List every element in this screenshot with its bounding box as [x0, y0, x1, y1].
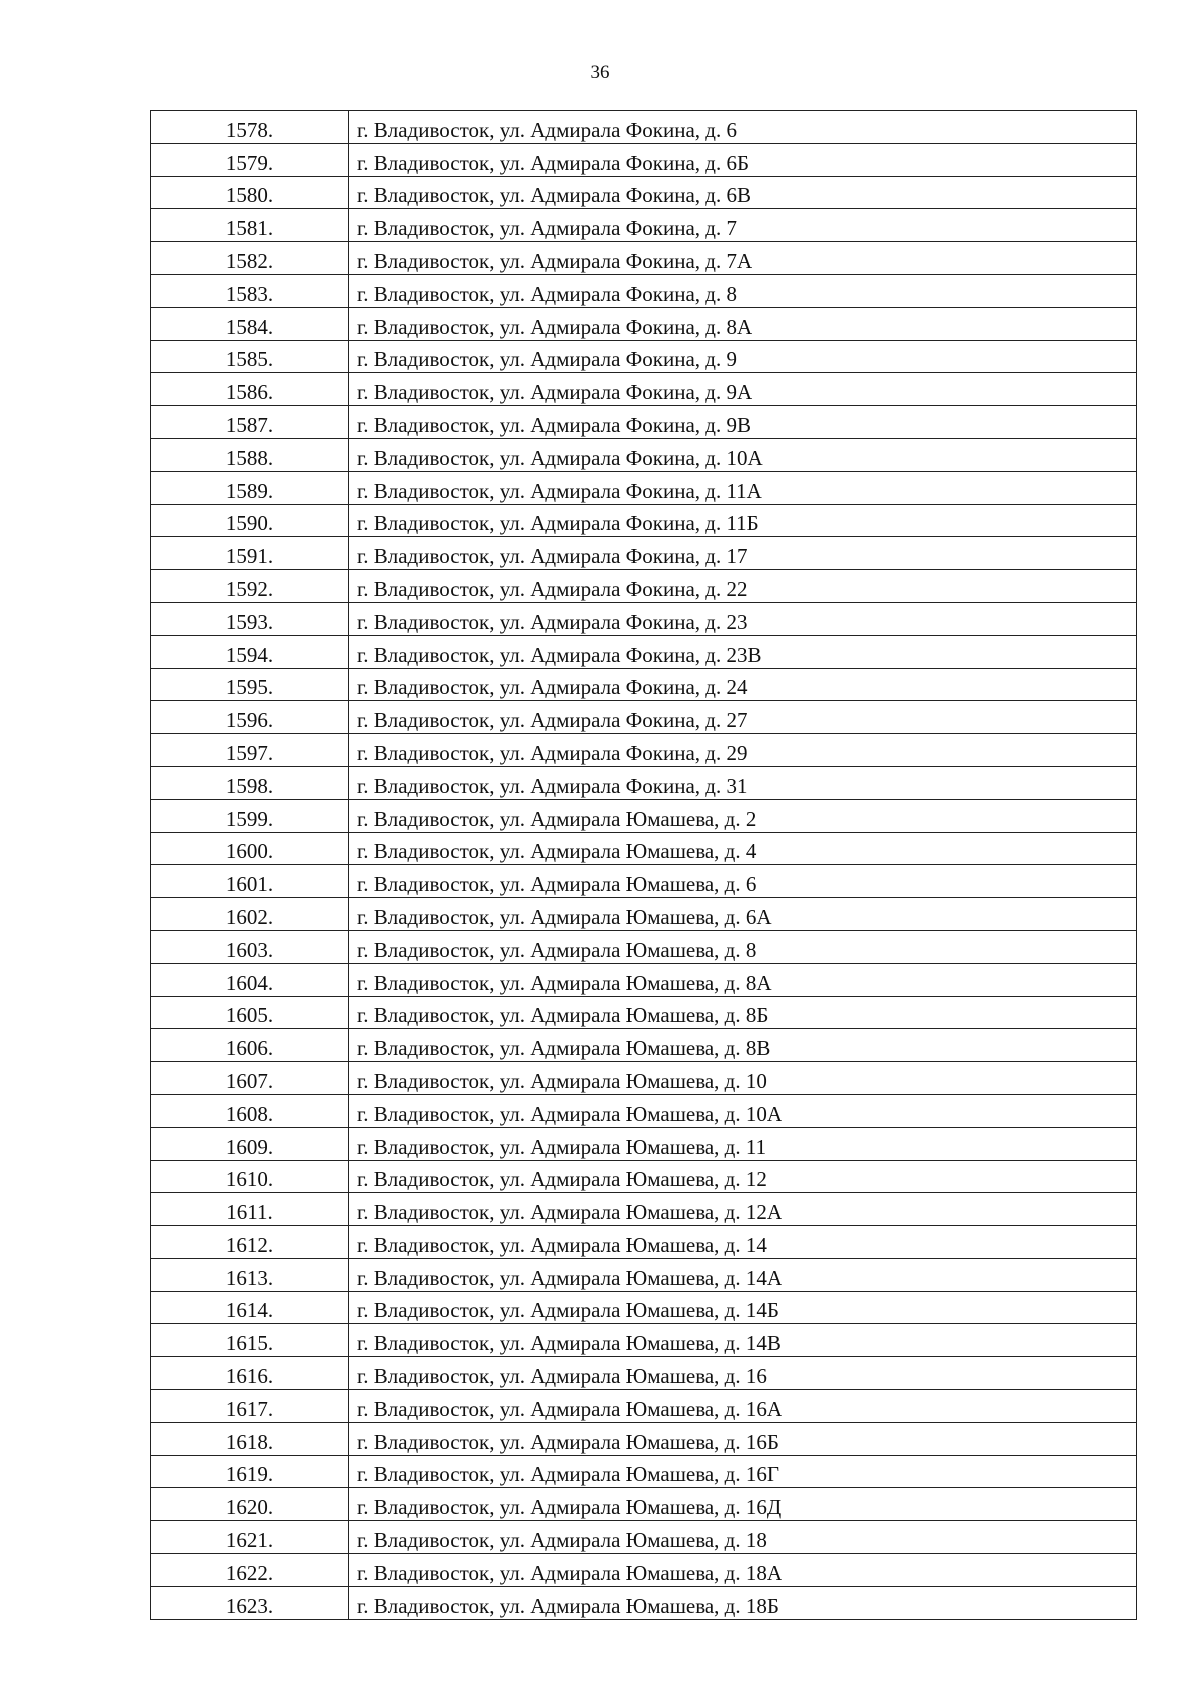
address-cell	[349, 373, 1137, 406]
address-cell	[349, 274, 1137, 307]
row-number-cell	[151, 898, 349, 931]
row-number: 1610.	[225, 1167, 274, 1192]
row-number-cell	[151, 865, 349, 898]
table-row	[151, 406, 1137, 439]
table-row	[151, 1488, 1137, 1521]
address-text: г. Владивосток, ул. Адмирала Юмашева, д. 12	[357, 1167, 767, 1192]
address-cell	[349, 701, 1137, 734]
address-text: г. Владивосток, ул. Адмирала Юмашева, д. 18А	[357, 1560, 783, 1585]
address-cell	[349, 1193, 1137, 1226]
address-cell	[349, 406, 1137, 439]
row-number-cell	[151, 1258, 349, 1291]
address-cell	[349, 898, 1137, 931]
address-cell	[349, 537, 1137, 570]
row-number-cell	[151, 1586, 349, 1619]
table-row	[151, 1029, 1137, 1062]
table-row	[151, 1554, 1137, 1587]
address-text: г. Владивосток, ул. Адмирала Фокина, д. 22	[357, 576, 748, 601]
table-row	[151, 996, 1137, 1029]
address-cell	[349, 209, 1137, 242]
address-cell	[349, 1422, 1137, 1455]
row-number-cell	[151, 1422, 349, 1455]
table-row	[151, 373, 1137, 406]
address-cell	[349, 1390, 1137, 1423]
row-number: 1615.	[225, 1331, 274, 1356]
address-text: г. Владивосток, ул. Адмирала Юмашева, д. 14А	[357, 1265, 783, 1290]
address-text: г. Владивосток, ул. Адмирала Фокина, д. 23В	[357, 642, 762, 667]
row-number: 1594.	[225, 642, 274, 667]
table-row	[151, 635, 1137, 668]
address-text: г. Владивосток, ул. Адмирала Юмашева, д. 18	[357, 1528, 767, 1553]
row-number-cell	[151, 799, 349, 832]
address-text: г. Владивосток, ул. Адмирала Фокина, д. 11А	[357, 478, 762, 503]
row-number-cell	[151, 504, 349, 537]
row-number: 1612.	[225, 1232, 274, 1257]
table-row	[151, 307, 1137, 340]
address-cell	[349, 1226, 1137, 1259]
row-number: 1581.	[225, 216, 274, 241]
table-row	[151, 111, 1137, 144]
address-text: г. Владивосток, ул. Адмирала Юмашева, д. 14Б	[357, 1298, 779, 1323]
address-text: г. Владивосток, ул. Адмирала Юмашева, д. 2	[357, 806, 757, 831]
row-number-cell	[151, 471, 349, 504]
table-row	[151, 1455, 1137, 1488]
address-text: г. Владивосток, ул. Адмирала Юмашева, д. 8А	[357, 970, 772, 995]
row-number: 1580.	[225, 183, 274, 208]
row-number: 1591.	[225, 544, 274, 569]
row-number-cell	[151, 1193, 349, 1226]
table-row	[151, 143, 1137, 176]
address-text: г. Владивосток, ул. Адмирала Фокина, д. 29	[357, 740, 748, 765]
address-cell	[349, 1258, 1137, 1291]
address-cell	[349, 242, 1137, 275]
row-number-cell	[151, 176, 349, 209]
row-number: 1606.	[225, 1036, 274, 1061]
row-number: 1583.	[225, 281, 274, 306]
address-cell	[349, 143, 1137, 176]
address-text: г. Владивосток, ул. Адмирала Фокина, д. 17	[357, 544, 748, 569]
row-number: 1589.	[225, 478, 274, 503]
row-number-cell	[151, 1226, 349, 1259]
row-number: 1598.	[225, 773, 274, 798]
address-cell	[349, 1357, 1137, 1390]
row-number: 1618.	[225, 1429, 274, 1454]
row-number: 1608.	[225, 1101, 274, 1126]
row-number: 1582.	[225, 248, 274, 273]
row-number: 1621.	[225, 1528, 274, 1553]
address-cell	[349, 1291, 1137, 1324]
row-number-cell	[151, 373, 349, 406]
row-number-cell	[151, 307, 349, 340]
address-cell	[349, 602, 1137, 635]
address-cell	[349, 1521, 1137, 1554]
row-number-cell	[151, 1291, 349, 1324]
table-row	[151, 1357, 1137, 1390]
address-cell	[349, 307, 1137, 340]
address-text: г. Владивосток, ул. Адмирала Юмашева, д. 12А	[357, 1200, 783, 1225]
address-cell	[349, 1554, 1137, 1587]
address-cell	[349, 1324, 1137, 1357]
address-text: г. Владивосток, ул. Адмирала Юмашева, д. 4	[357, 839, 757, 864]
row-number: 1613.	[225, 1265, 274, 1290]
row-number-cell	[151, 734, 349, 767]
row-number: 1609.	[225, 1134, 274, 1159]
address-text: г. Владивосток, ул. Адмирала Юмашева, д. 14	[357, 1232, 767, 1257]
address-cell	[349, 766, 1137, 799]
table-row	[151, 898, 1137, 931]
row-number: 1603.	[225, 937, 274, 962]
row-number: 1588.	[225, 445, 274, 470]
address-text: г. Владивосток, ул. Адмирала Фокина, д. 9А	[357, 380, 753, 405]
address-cell	[349, 865, 1137, 898]
row-number: 1600.	[225, 839, 274, 864]
address-text: г. Владивосток, ул. Адмирала Юмашева, д. 16Д	[357, 1495, 782, 1520]
address-text: г. Владивосток, ул. Адмирала Фокина, д. 10А	[357, 445, 763, 470]
table-row	[151, 1193, 1137, 1226]
table-row	[151, 602, 1137, 635]
address-cell	[349, 111, 1137, 144]
address-cell	[349, 799, 1137, 832]
address-text: г. Владивосток, ул. Адмирала Фокина, д. 8А	[357, 314, 753, 339]
address-cell	[349, 668, 1137, 701]
row-number-cell	[151, 143, 349, 176]
table-row	[151, 504, 1137, 537]
table-row	[151, 930, 1137, 963]
address-text: г. Владивосток, ул. Адмирала Фокина, д. 8	[357, 281, 737, 306]
row-number-cell	[151, 635, 349, 668]
row-number: 1619.	[225, 1462, 274, 1487]
address-cell	[349, 1127, 1137, 1160]
address-cell	[349, 1160, 1137, 1193]
table-row	[151, 701, 1137, 734]
row-number-cell	[151, 570, 349, 603]
table-row	[151, 865, 1137, 898]
row-number: 1579.	[225, 150, 274, 175]
table-row	[151, 537, 1137, 570]
address-cell	[349, 635, 1137, 668]
address-text: г. Владивосток, ул. Адмирала Юмашева, д. 10А	[357, 1101, 783, 1126]
row-number-cell	[151, 438, 349, 471]
row-number: 1593.	[225, 609, 274, 634]
row-number-cell	[151, 1029, 349, 1062]
table-row	[151, 1226, 1137, 1259]
address-cell	[349, 471, 1137, 504]
address-text: г. Владивосток, ул. Адмирала Юмашева, д. 16Б	[357, 1429, 779, 1454]
address-text: г. Владивосток, ул. Адмирала Фокина, д. 6В	[357, 183, 751, 208]
page-number: 36	[590, 62, 610, 83]
address-text: г. Владивосток, ул. Адмирала Юмашева, д. 18Б	[357, 1593, 779, 1618]
row-number-cell	[151, 832, 349, 865]
table-row	[151, 963, 1137, 996]
table-row	[151, 570, 1137, 603]
row-number-cell	[151, 668, 349, 701]
row-number: 1578.	[225, 117, 274, 142]
address-cell	[349, 1029, 1137, 1062]
row-number: 1616.	[225, 1364, 274, 1389]
row-number: 1623.	[225, 1593, 274, 1618]
address-text: г. Владивосток, ул. Адмирала Фокина, д. 27	[357, 708, 748, 733]
table-row	[151, 1291, 1137, 1324]
address-cell	[349, 1062, 1137, 1095]
address-text: г. Владивосток, ул. Адмирала Юмашева, д. 6	[357, 872, 757, 897]
row-number-cell	[151, 1390, 349, 1423]
address-text: г. Владивосток, ул. Адмирала Юмашева, д. 16	[357, 1364, 767, 1389]
table-row	[151, 1127, 1137, 1160]
row-number-cell	[151, 996, 349, 1029]
table-row	[151, 209, 1137, 242]
table-row	[151, 799, 1137, 832]
table-row	[151, 1094, 1137, 1127]
row-number: 1597.	[225, 740, 274, 765]
row-number: 1599.	[225, 806, 274, 831]
address-text: г. Владивосток, ул. Адмирала Фокина, д. 9В	[357, 412, 751, 437]
table-row	[151, 1586, 1137, 1619]
address-text: г. Владивосток, ул. Адмирала Юмашева, д. 16А	[357, 1396, 783, 1421]
table-row	[151, 1062, 1137, 1095]
table-row	[151, 471, 1137, 504]
row-number: 1585.	[225, 347, 274, 372]
row-number: 1604.	[225, 970, 274, 995]
address-text: г. Владивосток, ул. Адмирала Фокина, д. 6	[357, 117, 737, 142]
row-number-cell	[151, 1488, 349, 1521]
row-number: 1584.	[225, 314, 274, 339]
address-cell	[349, 1488, 1137, 1521]
address-cell	[349, 504, 1137, 537]
address-text: г. Владивосток, ул. Адмирала Фокина, д. 7	[357, 216, 737, 241]
row-number-cell	[151, 1357, 349, 1390]
table-row	[151, 242, 1137, 275]
table-row	[151, 1521, 1137, 1554]
row-number: 1601.	[225, 872, 274, 897]
row-number-cell	[151, 1062, 349, 1095]
address-text: г. Владивосток, ул. Адмирала Юмашева, д. 6А	[357, 904, 772, 929]
table-row	[151, 176, 1137, 209]
row-number-cell	[151, 1324, 349, 1357]
row-number-cell	[151, 1160, 349, 1193]
address-cell	[349, 832, 1137, 865]
row-number: 1596.	[225, 708, 274, 733]
table-row	[151, 1390, 1137, 1423]
address-text: г. Владивосток, ул. Адмирала Юмашева, д. 8	[357, 937, 757, 962]
row-number-cell	[151, 242, 349, 275]
row-number: 1605.	[225, 1003, 274, 1028]
row-number-cell	[151, 602, 349, 635]
address-text: г. Владивосток, ул. Адмирала Фокина, д. 31	[357, 773, 748, 798]
address-cell	[349, 340, 1137, 373]
table-row	[151, 766, 1137, 799]
row-number-cell	[151, 340, 349, 373]
address-cell	[349, 734, 1137, 767]
row-number-cell	[151, 406, 349, 439]
address-text: г. Владивосток, ул. Адмирала Юмашева, д. 16Г	[357, 1462, 780, 1487]
table-row	[151, 832, 1137, 865]
row-number: 1617.	[225, 1396, 274, 1421]
row-number-cell	[151, 537, 349, 570]
address-cell	[349, 1094, 1137, 1127]
row-number-cell	[151, 111, 349, 144]
address-cell	[349, 438, 1137, 471]
table-row	[151, 1324, 1137, 1357]
row-number: 1620.	[225, 1495, 274, 1520]
address-text: г. Владивосток, ул. Адмирала Юмашева, д. 10	[357, 1068, 767, 1093]
row-number-cell	[151, 1094, 349, 1127]
row-number: 1587.	[225, 412, 274, 437]
table-row	[151, 1160, 1137, 1193]
table-row	[151, 668, 1137, 701]
row-number-cell	[151, 701, 349, 734]
address-text: г. Владивосток, ул. Адмирала Фокина, д. 7А	[357, 248, 753, 273]
row-number: 1607.	[225, 1068, 274, 1093]
address-table-body	[151, 111, 1137, 1620]
row-number-cell	[151, 930, 349, 963]
table-row	[151, 274, 1137, 307]
row-number-cell	[151, 766, 349, 799]
row-number-cell	[151, 1455, 349, 1488]
table-row	[151, 734, 1137, 767]
address-table	[150, 110, 1137, 1620]
table-row	[151, 438, 1137, 471]
address-text: г. Владивосток, ул. Адмирала Юмашева, д. 11	[357, 1134, 767, 1159]
row-number-cell	[151, 274, 349, 307]
row-number-cell	[151, 1554, 349, 1587]
row-number-cell	[151, 963, 349, 996]
table-row	[151, 1422, 1137, 1455]
address-text: г. Владивосток, ул. Адмирала Фокина, д. 11Б	[357, 511, 759, 536]
row-number: 1611.	[226, 1200, 273, 1225]
table-row	[151, 1258, 1137, 1291]
row-number: 1602.	[225, 904, 274, 929]
row-number: 1586.	[225, 380, 274, 405]
address-text: г. Владивосток, ул. Адмирала Фокина, д. 9	[357, 347, 737, 372]
address-cell	[349, 176, 1137, 209]
address-text: г. Владивосток, ул. Адмирала Юмашева, д. 8Б	[357, 1003, 769, 1028]
row-number: 1614.	[225, 1298, 274, 1323]
row-number: 1590.	[225, 511, 274, 536]
address-cell	[349, 570, 1137, 603]
address-text: г. Владивосток, ул. Адмирала Фокина, д. 6Б	[357, 150, 750, 175]
row-number: 1592.	[225, 576, 274, 601]
address-text: г. Владивосток, ул. Адмирала Фокина, д. 24	[357, 675, 748, 700]
address-text: г. Владивосток, ул. Адмирала Фокина, д. 23	[357, 609, 748, 634]
row-number: 1622.	[225, 1560, 274, 1585]
address-cell	[349, 1455, 1137, 1488]
table-row	[151, 340, 1137, 373]
address-cell	[349, 996, 1137, 1029]
address-text: г. Владивосток, ул. Адмирала Юмашева, д. 8В	[357, 1036, 771, 1061]
address-cell	[349, 1586, 1137, 1619]
address-cell	[349, 930, 1137, 963]
row-number-cell	[151, 209, 349, 242]
address-cell	[349, 963, 1137, 996]
row-number-cell	[151, 1127, 349, 1160]
row-number-cell	[151, 1521, 349, 1554]
row-number: 1595.	[225, 675, 274, 700]
address-text: г. Владивосток, ул. Адмирала Юмашева, д. 14В	[357, 1331, 781, 1356]
